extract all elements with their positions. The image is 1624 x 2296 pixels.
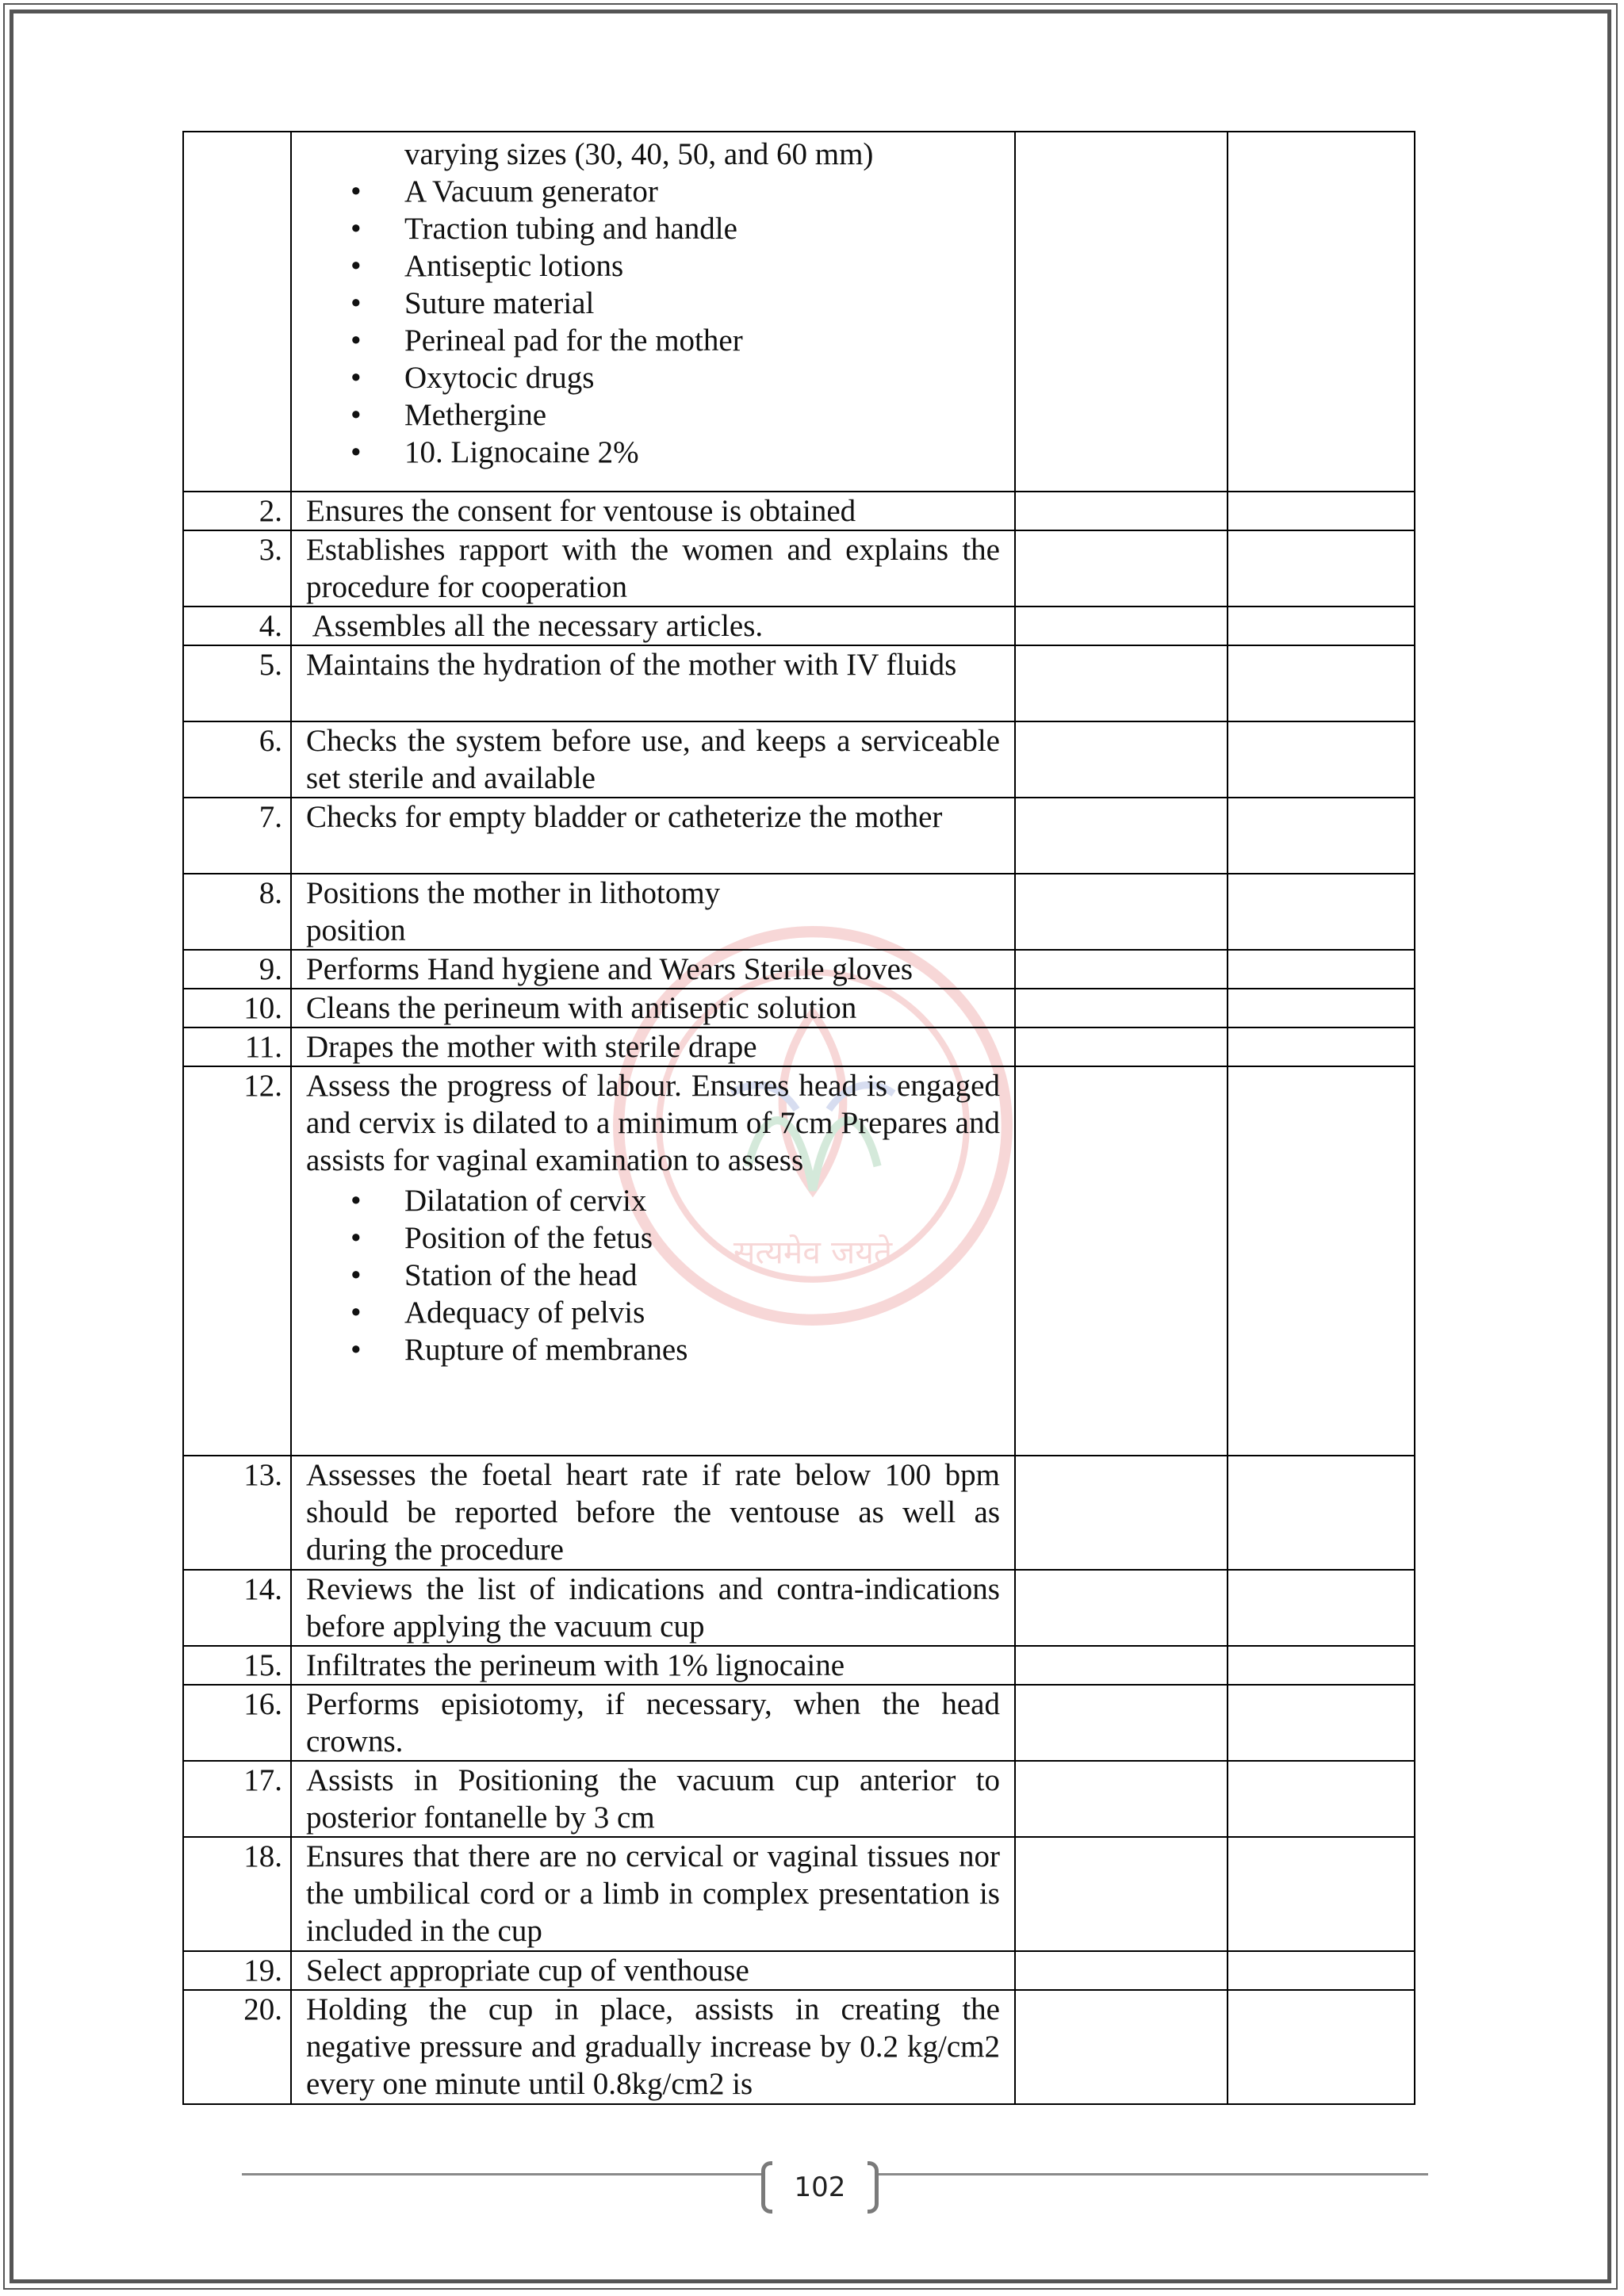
- step-number: 14.: [183, 1570, 291, 1646]
- step-text: Assembles all the necessary articles.: [291, 607, 1015, 645]
- rating-cell: [1015, 798, 1228, 874]
- remarks-cell: [1228, 1027, 1415, 1066]
- step-text: Ensures that there are no cervical or vaginal tissues nor the umbilical cord or a limb in complex presentation is included in the cup: [291, 1837, 1015, 1951]
- table-row: [183, 530, 1415, 607]
- step-number: 9.: [183, 950, 291, 989]
- step-text: Maintains the hydration of the mother with IV fluids: [291, 645, 1015, 721]
- step-text: Establishes rapport with the women and explains the procedure for cooperation: [291, 530, 1015, 607]
- step-text: Performs episiotomy, if necessary, when the head crowns.: [291, 1685, 1015, 1761]
- rating-cell: [1015, 1456, 1228, 1570]
- rating-cell: [1015, 950, 1228, 989]
- step-number: 17.: [183, 1761, 291, 1837]
- footer-rule-left: [242, 2173, 761, 2175]
- step-text: [291, 1066, 1015, 1456]
- rating-cell: [1015, 874, 1228, 950]
- step-text: Infiltrates the perineum with 1% lignocaine: [291, 1646, 1015, 1685]
- table-row: [183, 950, 1415, 989]
- step-number: 6.: [183, 721, 291, 798]
- rating-cell: [1015, 1685, 1228, 1761]
- rating-cell: [1015, 989, 1228, 1027]
- step-number: 7.: [183, 798, 291, 874]
- step-number: 12.: [183, 1066, 291, 1456]
- list-item: • Rupture of membranes: [350, 1331, 1000, 1368]
- table-row: [183, 607, 1415, 645]
- rating-cell: [1015, 1951, 1228, 1990]
- table-row: [183, 645, 1415, 721]
- remarks-cell: [1228, 607, 1415, 645]
- step-number: 15.: [183, 1646, 291, 1685]
- table-row: [183, 1990, 1415, 2104]
- list-item: • Oxytocic drugs: [350, 359, 1000, 396]
- step-text: [291, 874, 1015, 950]
- table-row: [183, 1951, 1415, 1990]
- remarks-cell: [1228, 950, 1415, 989]
- step-text: Drapes the mother with sterile drape: [291, 1027, 1015, 1066]
- step-number: 4.: [183, 607, 291, 645]
- table-row: [183, 1761, 1415, 1837]
- rating-cell: [1015, 721, 1228, 798]
- list-item: • Antiseptic lotions: [350, 247, 1000, 285]
- remarks-cell: [1228, 492, 1415, 530]
- table-row: [183, 874, 1415, 950]
- step-text: Select appropriate cup of venthouse: [291, 1951, 1015, 1990]
- step-text: Holding the cup in place, assists in creating the negative pressure and gradually increase by 0.2 kg/cm2 every one minute until 0.8kg/cm2 is: [291, 1990, 1015, 2104]
- step-number: 11.: [183, 1027, 291, 1066]
- list-item: • Adequacy of pelvis: [350, 1294, 1000, 1331]
- remarks-cell: [1228, 989, 1415, 1027]
- page-number: 102: [794, 2172, 846, 2203]
- step-number: 18.: [183, 1837, 291, 1951]
- list-item: • Position of the fetus: [350, 1219, 1000, 1257]
- remarks-cell: [1228, 874, 1415, 950]
- step-text: Cleans the perineum with antiseptic solution: [291, 989, 1015, 1027]
- step-text: Checks for empty bladder or catheterize the mother: [291, 798, 1015, 874]
- step-text-line: varying sizes (30, 40, 50, and 60 mm): [404, 137, 874, 171]
- rating-cell: [1015, 1990, 1228, 2104]
- rating-cell: [1015, 645, 1228, 721]
- seal-motto: सत्यमेव जयते: [733, 1233, 893, 1272]
- table-row: [183, 1570, 1415, 1646]
- rating-cell: [1015, 1837, 1228, 1951]
- remarks-cell: [1228, 721, 1415, 798]
- remarks-cell: [1228, 1761, 1415, 1837]
- table-row: [183, 1685, 1415, 1761]
- list-item: • Suture material: [350, 285, 1000, 322]
- table-row: [183, 1456, 1415, 1570]
- remarks-cell: [1228, 1646, 1415, 1685]
- table-row: [183, 132, 1415, 492]
- table-row: [183, 1066, 1415, 1456]
- remarks-cell: [1228, 798, 1415, 874]
- table-row: [183, 1027, 1415, 1066]
- step-text-line: position: [306, 913, 406, 947]
- step-number: 10.: [183, 989, 291, 1027]
- remarks-cell: [1228, 1990, 1415, 2104]
- rating-cell: [1015, 132, 1228, 492]
- step-text-paragraph: Assess the progress of labour. Ensures head is engaged and cervix is dilated to a minimum of 7cm Prepares and assists for vaginal examination to assess: [306, 1069, 1000, 1177]
- step-text: Reviews the list of indications and contra-indications before applying the vacuum cup: [291, 1570, 1015, 1646]
- rating-cell: [1015, 1027, 1228, 1066]
- list-item: • Dilatation of cervix: [350, 1182, 1000, 1219]
- table-row: [183, 721, 1415, 798]
- rating-cell: [1015, 607, 1228, 645]
- page-number-bracket-right: [868, 2161, 879, 2214]
- remarks-cell: [1228, 1456, 1415, 1570]
- bullet-list: [306, 173, 1000, 471]
- remarks-cell: [1228, 1066, 1415, 1456]
- remarks-cell: [1228, 1951, 1415, 1990]
- remarks-cell: [1228, 1837, 1415, 1951]
- footer-rule-right: [879, 2173, 1428, 2175]
- table-row: [183, 798, 1415, 874]
- step-text: Ensures the consent for ventouse is obtained: [291, 492, 1015, 530]
- step-number: 19.: [183, 1951, 291, 1990]
- page-number-bracket-left: [761, 2161, 772, 2214]
- procedure-checklist-table: [182, 131, 1415, 2105]
- step-text: Performs Hand hygiene and Wears Sterile gloves: [291, 950, 1015, 989]
- list-item: • Station of the head: [350, 1257, 1000, 1294]
- bullet-list: [306, 1182, 1000, 1368]
- table-row: [183, 1646, 1415, 1685]
- rating-cell: [1015, 1570, 1228, 1646]
- step-number: 8.: [183, 874, 291, 950]
- step-number: 20.: [183, 1990, 291, 2104]
- step-number: 2.: [183, 492, 291, 530]
- rating-cell: [1015, 1066, 1228, 1456]
- step-number: 3.: [183, 530, 291, 607]
- step-text: Assists in Positioning the vacuum cup anterior to posterior fontanelle by 3 cm: [291, 1761, 1015, 1837]
- remarks-cell: [1228, 1570, 1415, 1646]
- remarks-cell: [1228, 132, 1415, 492]
- step-number: 13.: [183, 1456, 291, 1570]
- table-row: [183, 1837, 1415, 1951]
- list-item: • Perineal pad for the mother: [350, 322, 1000, 359]
- table-row: [183, 492, 1415, 530]
- step-text: Checks the system before use, and keeps a serviceable set sterile and available: [291, 721, 1015, 798]
- rating-cell: [1015, 1761, 1228, 1837]
- step-number: 16.: [183, 1685, 291, 1761]
- step-text-line: Positions the mother in lithotomy: [306, 876, 721, 910]
- step-number: [183, 132, 291, 492]
- remarks-cell: [1228, 530, 1415, 607]
- list-item: • A Vacuum generator: [350, 173, 1000, 210]
- list-item: • 10. Lignocaine 2%: [350, 434, 1000, 471]
- list-item: • Traction tubing and handle: [350, 210, 1000, 247]
- remarks-cell: [1228, 645, 1415, 721]
- rating-cell: [1015, 492, 1228, 530]
- step-text: Assesses the foetal heart rate if rate below 100 bpm should be reported before the ventouse as well as during the procedure: [291, 1456, 1015, 1570]
- rating-cell: [1015, 530, 1228, 607]
- step-number: 5.: [183, 645, 291, 721]
- table-row: [183, 989, 1415, 1027]
- remarks-cell: [1228, 1685, 1415, 1761]
- list-item: • Methergine: [350, 396, 1000, 434]
- rating-cell: [1015, 1646, 1228, 1685]
- step-text: [291, 132, 1015, 492]
